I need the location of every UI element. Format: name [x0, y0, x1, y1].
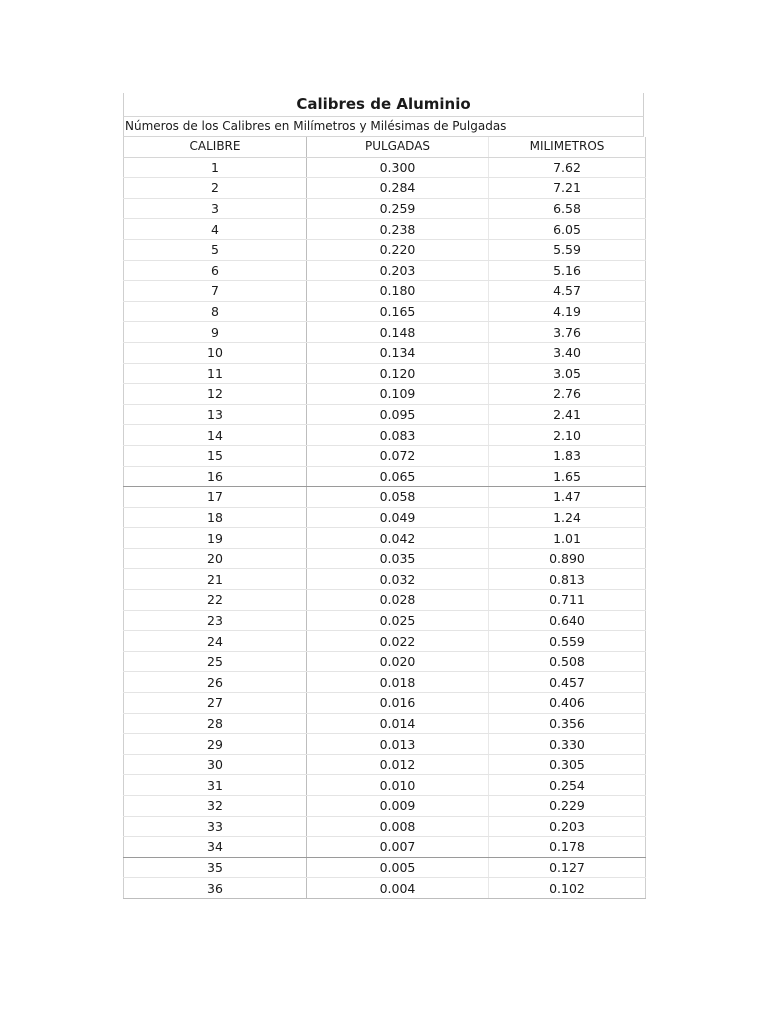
cell-calibre: 30 [124, 754, 307, 775]
table-row [124, 342, 646, 363]
table-row [124, 672, 646, 693]
table-row [124, 857, 646, 878]
table-row [124, 301, 646, 322]
cell-milimetros: 0.254 [489, 775, 646, 796]
cell-calibre: 13 [124, 404, 307, 425]
cell-pulgadas: 0.020 [307, 651, 489, 672]
table-subtitle: Números de los Calibres en Milímetros y Milésimas de Pulgadas [123, 117, 644, 137]
table-row [124, 425, 646, 446]
cell-pulgadas: 0.072 [307, 445, 489, 466]
cell-milimetros: 0.406 [489, 693, 646, 714]
cell-calibre: 35 [124, 857, 307, 878]
cell-calibre: 32 [124, 796, 307, 817]
cell-milimetros: 6.05 [489, 219, 646, 240]
cell-calibre: 8 [124, 301, 307, 322]
cell-calibre: 27 [124, 693, 307, 714]
cell-calibre: 24 [124, 631, 307, 652]
cell-pulgadas: 0.007 [307, 837, 489, 858]
cell-pulgadas: 0.008 [307, 816, 489, 837]
cell-pulgadas: 0.009 [307, 796, 489, 817]
cell-pulgadas: 0.165 [307, 301, 489, 322]
cell-calibre: 34 [124, 837, 307, 858]
cell-calibre: 22 [124, 590, 307, 611]
table-row [124, 610, 646, 631]
cell-milimetros: 4.57 [489, 281, 646, 302]
cell-pulgadas: 0.022 [307, 631, 489, 652]
table-row [124, 239, 646, 260]
cell-pulgadas: 0.120 [307, 363, 489, 384]
table-row [124, 198, 646, 219]
cell-pulgadas: 0.095 [307, 404, 489, 425]
cell-pulgadas: 0.028 [307, 590, 489, 611]
cell-milimetros: 0.305 [489, 754, 646, 775]
cell-milimetros: 4.19 [489, 301, 646, 322]
cell-calibre: 21 [124, 569, 307, 590]
header-row [124, 137, 646, 157]
cell-calibre: 17 [124, 487, 307, 508]
table-row [124, 281, 646, 302]
cell-calibre: 15 [124, 445, 307, 466]
table-row [124, 466, 646, 487]
cell-calibre: 19 [124, 528, 307, 549]
cell-milimetros: 0.813 [489, 569, 646, 590]
cell-milimetros: 0.508 [489, 651, 646, 672]
cell-pulgadas: 0.203 [307, 260, 489, 281]
cell-calibre: 6 [124, 260, 307, 281]
cell-milimetros: 1.83 [489, 445, 646, 466]
cell-milimetros: 0.102 [489, 878, 646, 899]
table-row [124, 775, 646, 796]
cell-milimetros: 1.47 [489, 487, 646, 508]
cell-pulgadas: 0.065 [307, 466, 489, 487]
header-pulgadas: PULGADAS [307, 137, 489, 157]
cell-milimetros: 0.178 [489, 837, 646, 858]
table-row [124, 507, 646, 528]
cell-milimetros: 2.41 [489, 404, 646, 425]
cell-pulgadas: 0.259 [307, 198, 489, 219]
cell-milimetros: 0.559 [489, 631, 646, 652]
table-row [124, 796, 646, 817]
cell-pulgadas: 0.148 [307, 322, 489, 343]
table-row [124, 754, 646, 775]
table-row [124, 590, 646, 611]
cell-calibre: 4 [124, 219, 307, 240]
cell-pulgadas: 0.109 [307, 384, 489, 405]
cell-calibre: 25 [124, 651, 307, 672]
table-row [124, 322, 646, 343]
cell-milimetros: 0.356 [489, 713, 646, 734]
cell-pulgadas: 0.035 [307, 548, 489, 569]
table-row [124, 816, 646, 837]
cell-calibre: 1 [124, 157, 307, 178]
cell-calibre: 5 [124, 239, 307, 260]
cell-pulgadas: 0.300 [307, 157, 489, 178]
cell-pulgadas: 0.014 [307, 713, 489, 734]
cell-pulgadas: 0.180 [307, 281, 489, 302]
cell-milimetros: 5.16 [489, 260, 646, 281]
table-row [124, 713, 646, 734]
calibres-table [123, 137, 646, 899]
cell-milimetros: 0.711 [489, 590, 646, 611]
cell-calibre: 12 [124, 384, 307, 405]
table-row [124, 178, 646, 199]
cell-calibre: 36 [124, 878, 307, 899]
cell-calibre: 16 [124, 466, 307, 487]
header-milimetros: MILIMETROS [489, 137, 646, 157]
table-row [124, 651, 646, 672]
cell-calibre: 2 [124, 178, 307, 199]
cell-pulgadas: 0.025 [307, 610, 489, 631]
cell-milimetros: 0.203 [489, 816, 646, 837]
cell-milimetros: 3.05 [489, 363, 646, 384]
cell-pulgadas: 0.005 [307, 857, 489, 878]
cell-calibre: 29 [124, 734, 307, 755]
cell-milimetros: 1.01 [489, 528, 646, 549]
cell-milimetros: 0.890 [489, 548, 646, 569]
cell-pulgadas: 0.016 [307, 693, 489, 714]
cell-milimetros: 6.58 [489, 198, 646, 219]
table-row [124, 384, 646, 405]
table-row [124, 260, 646, 281]
cell-pulgadas: 0.018 [307, 672, 489, 693]
cell-milimetros: 0.640 [489, 610, 646, 631]
cell-milimetros: 7.62 [489, 157, 646, 178]
cell-pulgadas: 0.238 [307, 219, 489, 240]
cell-pulgadas: 0.010 [307, 775, 489, 796]
table-row [124, 734, 646, 755]
table-row [124, 569, 646, 590]
cell-milimetros: 0.457 [489, 672, 646, 693]
cell-milimetros: 0.229 [489, 796, 646, 817]
cell-milimetros: 5.59 [489, 239, 646, 260]
cell-pulgadas: 0.083 [307, 425, 489, 446]
table-row [124, 631, 646, 652]
calibres-sheet [123, 93, 644, 899]
cell-calibre: 7 [124, 281, 307, 302]
cell-calibre: 14 [124, 425, 307, 446]
table-row [124, 487, 646, 508]
table-row [124, 878, 646, 899]
cell-pulgadas: 0.004 [307, 878, 489, 899]
table-row [124, 445, 646, 466]
cell-milimetros: 2.10 [489, 425, 646, 446]
cell-pulgadas: 0.134 [307, 342, 489, 363]
table-body [124, 157, 646, 898]
cell-pulgadas: 0.012 [307, 754, 489, 775]
cell-calibre: 3 [124, 198, 307, 219]
table-row [124, 693, 646, 714]
cell-calibre: 23 [124, 610, 307, 631]
header-calibre: CALIBRE [124, 137, 307, 157]
table-row [124, 157, 646, 178]
table-row [124, 219, 646, 240]
cell-calibre: 28 [124, 713, 307, 734]
cell-calibre: 9 [124, 322, 307, 343]
cell-calibre: 26 [124, 672, 307, 693]
cell-calibre: 20 [124, 548, 307, 569]
table-row [124, 837, 646, 858]
cell-milimetros: 0.330 [489, 734, 646, 755]
cell-pulgadas: 0.058 [307, 487, 489, 508]
cell-calibre: 33 [124, 816, 307, 837]
table-row [124, 528, 646, 549]
table-row [124, 404, 646, 425]
cell-milimetros: 3.76 [489, 322, 646, 343]
cell-milimetros: 1.65 [489, 466, 646, 487]
cell-pulgadas: 0.032 [307, 569, 489, 590]
cell-milimetros: 2.76 [489, 384, 646, 405]
table-title: Calibres de Aluminio [123, 93, 644, 117]
cell-pulgadas: 0.049 [307, 507, 489, 528]
table-row [124, 548, 646, 569]
table-row [124, 363, 646, 384]
cell-pulgadas: 0.220 [307, 239, 489, 260]
cell-pulgadas: 0.284 [307, 178, 489, 199]
cell-milimetros: 7.21 [489, 178, 646, 199]
cell-pulgadas: 0.042 [307, 528, 489, 549]
cell-milimetros: 3.40 [489, 342, 646, 363]
cell-pulgadas: 0.013 [307, 734, 489, 755]
cell-calibre: 18 [124, 507, 307, 528]
cell-calibre: 31 [124, 775, 307, 796]
cell-calibre: 11 [124, 363, 307, 384]
cell-calibre: 10 [124, 342, 307, 363]
cell-milimetros: 1.24 [489, 507, 646, 528]
cell-milimetros: 0.127 [489, 857, 646, 878]
